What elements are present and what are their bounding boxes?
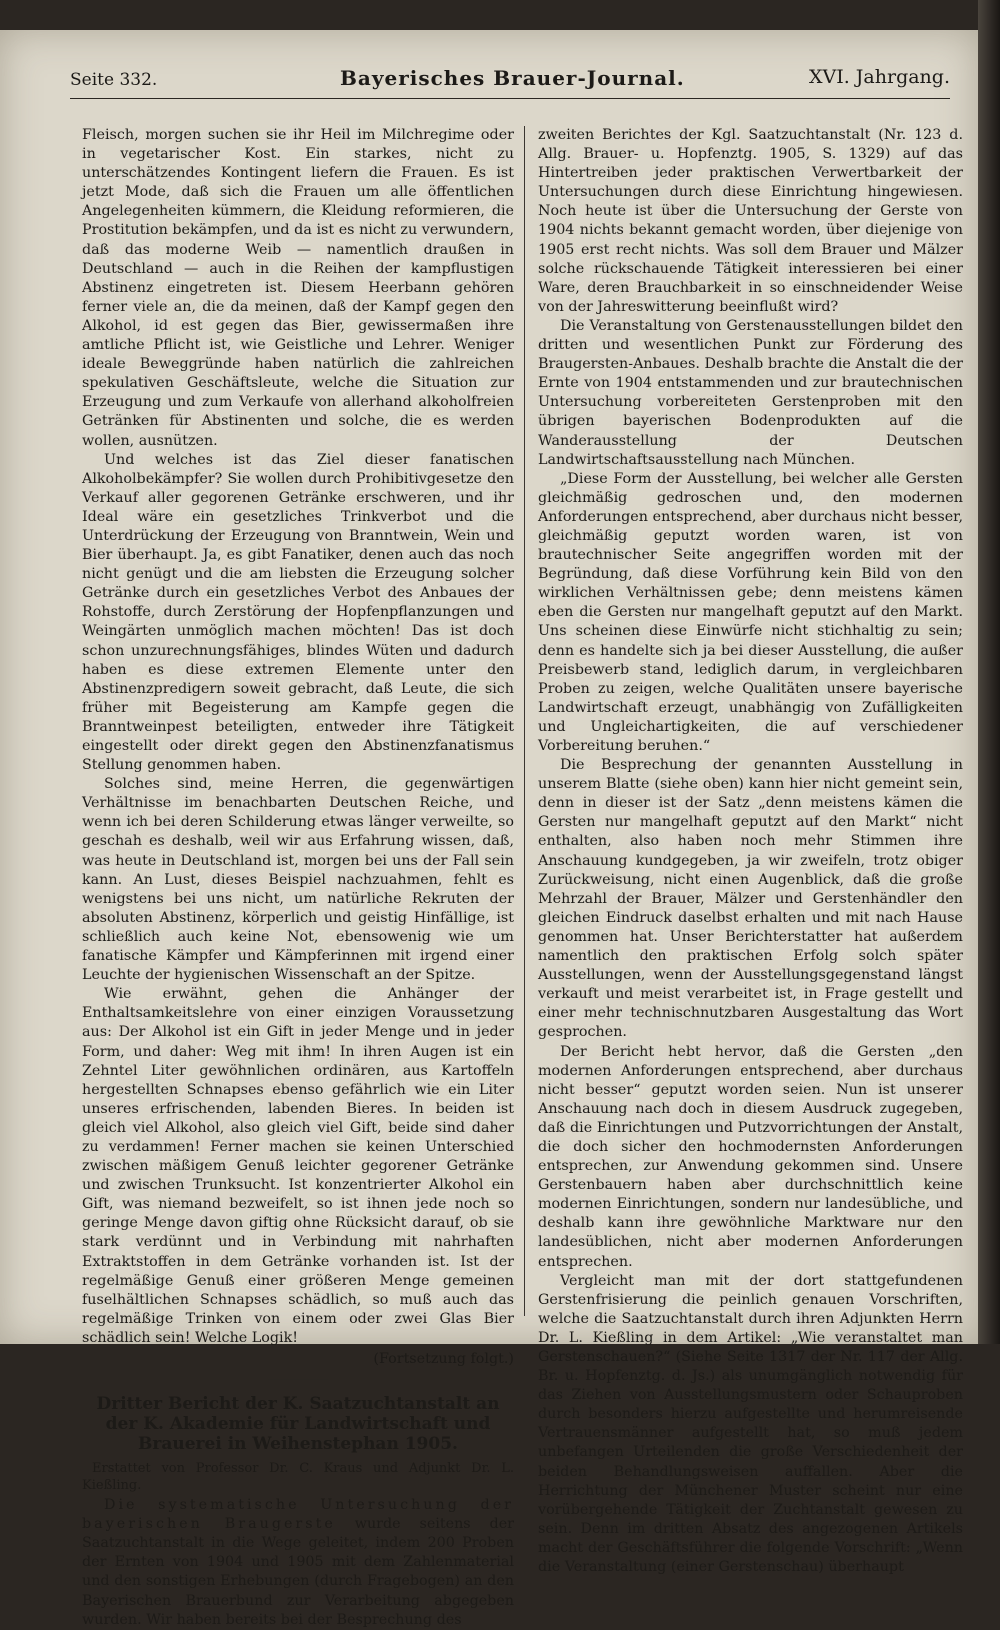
column-divider [524,126,525,1316]
right-paragraph-1: zweiten Berichtes der Kgl. Saatzuchtanstalt (Nr. 123 d. Allg. Brauer- u. Hopfenztg. 1905, S. 1329) auf das Hintertreiben jeder praktischen Verwertbarkeit der Untersuchungen durch diese Einrichtung hingewiesen. Noch heute ist über die Untersuchung der Gerste von 1904 nichts bekannt gemacht worden, über diejenige von 1905 erst recht nichts. Was soll dem Brauer und Mälzer solche rückschauende Tätigkeit interessieren bei einer Ware, deren Brauchbarkeit in so einschneidender Weise von der Jahreswitterung beeinflußt wird? [538,127,963,315]
right-paragraph-6: Vergleicht man mit der dort stattgefundenen Gerstenfrisierung die peinlich genauen Vorschriften, welche die Saatzuchtanstalt durch ihren Adjunkten Herrn Dr. L. Kießling in dem Artikel: „Wie veranstaltet man Gerstenschauen?“ (Siehe Seite 1317 der Nr. 117 der Allg. Br. u. Hopfenztg. d. Js.) als unumgänglich notwendig für das Ziehen von Ausstellungsmustern oder Schauproben durch besonders hierzu aufgestellte und herumreisende Vertrauensmänner aufgestellt hat, so muß jedem unbefangen Urteilenden die große Verschiedenheit der beiden Behandlungsweisen auffallen. Aber die Herrichtung der Münchener Muster scheint nur eine vorübergehende Tätigkeit der Zuchtanstalt gewesen zu sein. Denn im dritten Absatz des angezogenen Artikels macht der Geschäftsführer die folgende Vorschrift: „Wenn die Veranstaltung (einer Gerstenschau) überhaupt [538,1272,963,1576]
left-paragraph-2: Und welches ist das Ziel dieser fanatischen Alkoholbekämpfer? Sie wollen durch Prohibitivgesetze den Verkauf aller gegorenen Getränke erschweren, und ihr Ideal wäre ein gesetzliches Trinkverbot und die Unterdrückung der Erzeugung von Branntwein, Wein und Bier überhaupt. Ja, es gibt Fanatiker, denen auch das noch nicht genügt und die am liebsten die Erzeugung solcher Getränke durch ein gesetzliches Verbot des Anbaues der Rohstoffe, durch Zerstörung der Hopfenpflanzungen und Weingärten unmöglich machen möchten! Das ist doch schon unzurechnungsfähiges, blindes Wüten und dadurch haben es diese extremen Elemente unter den Abstinenzpredigern soweit gebracht, daß Leute, die sich früher mit Begeisterung am Kampfe gegen die Branntweinpest beteiligten, entweder ihre Tätigkeit eingestellt oder direkt gegen den Abstinenzfanatismus Stellung genommen haben. [82,451,514,774]
article-intro-lead: Die systematische Untersuchung der bayerischen Braugerste [82,1497,514,1533]
left-paragraph-1: Fleisch, morgen suchen sie ihr Heil im Milchregime oder in vegetarischer Kost. Ein starkes, nicht zu unterschätzendes Kontingent liefern die Frauen. Es ist jetzt Mode, daß sich die Frauen um alle öffentlichen Angelegenheiten kümmern, die Kleidung reformieren, die Prostitution bekämpfen, und da ist es nicht zu verwundern, daß das moderne Weib — namentlich draußen in Deutschland — auch in die Reihen der kampflustigen Abstinenz eingetreten ist. Diesem Heerbann gehören ferner viele an, die da meinen, daß der Kampf gegen den Alkohol, id est gegen das Bier, gewissermaßen ihre amtliche Pflicht ist, wie Geistliche und Lehrer. Weniger ideale Beweggründe haben natürlich die zahlreichen spekulativen Geschäftsleute, welche die Situation zur Erzeugung und zum Verkaufe von allerhand alkoholfreien Getränken für Abstinenten und solche, die es werden wollen, ausnützen. [82,127,514,449]
continuation-note: (Fortsetzung folgt.) [373,1351,514,1367]
right-paragraph-3: „Diese Form der Ausstellung, bei welcher alle Gersten gleichmäßig gedroschen und, den modernen Anforderungen entsprechend, aber durchaus nicht besser, gleichmäßig geputzt worden waren, ist von brautechnischer Seite angegriffen worden mit der Begründung, daß diese Vorführung kein Bild von den wirklichen Verhältnissen gebe; denn meistens kämen eben die Gersten nur mangelhaft geputzt auf den Markt. Uns scheinen diese Einwürfe nicht stichhaltig zu sein; denn es handelte sich ja bei dieser Ausstellung, die außer Preisbewerb stand, lediglich darum, in vergleichbaren Proben zu zeigen, welche Qualitäten unsere bayerische Landwirtschaft erzeugt, unabhängig von Zufälligkeiten und Ungleichartigkeiten, die auf verschiedener Vorbereitung beruhen.“ [538,470,963,754]
article-intro [82,1496,514,1630]
right-paragraph-2: Die Veranstaltung von Gerstenausstellungen bildet den dritten und wesentlichen Punkt zur Förderung des Braugersten-Anbaues. Deshalb brachte die Anstalt die der Ernte von 1904 entstammenden und zur brautechnischen Untersuchung vorbereiteten Gerstenproben mit den übrigen bayerischen Bodenprodukten auf die Wanderausstellung der Deutschen Landwirtschaftsausstellung nach München. [538,317,963,468]
page-number: Seite 332. [70,70,158,90]
volume-label: XVI. Jahrgang. [808,66,950,88]
section-divider [268,1379,328,1380]
article-intro-rest: wurde seitens der Saatzuchtanstalt in die Wege geleitet, indem 200 Proben der Ernten von 1904 und 1905 mit dem Zahlenmaterial und den sonstigen Erhebungen (durch Fragebogen) an den Bayerischen Brauerbund zur Verarbeitung abgegeben wurden. Wir haben bereits bei der Besprechung des [82,1516,514,1628]
page-header [70,62,950,102]
left-column [82,126,514,1628]
journal-title: Bayerisches Brauer-Journal. [340,66,685,90]
left-paragraph-4: Wie erwähnt, gehen die Anhänger der Enthaltsamkeitslehre von einer einzigen Voraussetzung aus: Der Alkohol ist ein Gift in jeder Menge und in jeder Form, und daher: Weg mit ihm! In ihren Augen ist ein Zehntel Liter gewöhnlichen ordinären, aus Kartoffeln hergestellten Schnapses ebenso gefährlich wie ein Liter unseres erfrischenden, labenden Bieres. In beiden ist gleich viel Alkohol, also gleich viel Gift, beide sind daher zu verdammen! Ferner machen sie keinen Unterschied zwischen mäßigem Genuß leichter gegorener Getränke und zwischen Trunksucht. Ist konzentrierter Alkohol ein Gift, was niemand bezweifelt, so ist ihnen jede noch so geringe Menge davon giftig ohne Rücksicht darauf, ob sie stark verdünnt und in Verbindung mit nahrhaften Extraktstoffen in dem Getränke vorhanden ist. Ist der regelmäßige Genuß einer größeren Menge gemeinen fuselhältlichen Schnapses schädlich, so muß auch das regelmäßige Trinken von einem oder zwei Glas Bier schädlich sein! Welche Logik! [82,986,514,1346]
right-paragraph-4: Die Besprechung der genannten Ausstellung in unserem Blatte (siehe oben) kann hier nicht gemeint sein, denn in dieser ist der Satz „denn meistens kämen die Gersten nur mangelhaft geputzt auf den Markt“ nicht enthalten, also haben noch mehr Stimmen ihre Anschauung kundgegeben, ja wir zweifeln, trotz obiger Zurückweisung, nicht einen Augenblick, daß die große Mehrzahl der Brauer, Mälzer und Gerstenhändler den gleichen Eindruck daselbst erhalten und mit nach Hause genommen hat. Unser Berichterstatter hat außerdem namentlich den praktischen Erfolg solch später Ausstellungen, wenn der Ausstellungsgegenstand längst verkauft und meist verarbeitet ist, in Frage gestellt und einer mehr technischnutzbaren Ausgestaltung das Wort gesprochen. [538,757,963,1041]
left-paragraph-3: Solches sind, meine Herren, die gegenwärtigen Verhältnisse im benachbarten Deutschen Reiche, und wenn ich bei deren Schilderung etwas länger verweilte, so geschah es deshalb, weil wir aus Erfahrung wissen, daß, was heute in Deutschland ist, morgen bei uns der Fall sein kann. An Lust, dieses Beispiel nachzuahmen, fehlt es wenigstens bei uns nicht, um natürliche Rekruten der absoluten Abstinenz, körperlich und geistig Hinfällige, ist schließlich auch keine Not, ebensowenig wie um fanatische Kämpfer und Kämpferinnen mit irgend einer Leuchte der hygienischen Wissenschaft an der Spitze. [82,776,514,984]
article-byline: Erstattet von Professor Dr. C. Kraus und Adjunkt Dr. L. Kießling. [82,1461,514,1494]
page-edge [978,0,1000,1344]
newspaper-page [0,30,978,1628]
right-column [538,126,963,1576]
right-paragraph-5: Der Bericht hebt hervor, daß die Gersten „den modernen Anforderungen entsprechend, aber durchaus nicht besser“ geputzt worden seien. Nun ist unserer Anschauung nach doch in diesem Ausdruck zugegeben, daß die Einrichtungen und Putzvorrichtungen der Anstalt, die doch sicher den hochmodernsten Anforderungen entsprechen, zur Anwendung gekommen sind. Unsere Gerstenbauern haben aber durchschnittlich keine modernen Einrichtungen, sondern nur landesübliche, und deshalb kann ihre gewöhnliche Marktware nur den landesüblichen, nicht aber modernen Anforderungen entsprechen. [538,1043,963,1270]
header-rule [70,98,950,99]
article-title: Dritter Bericht der K. Saatzuchtanstalt an der K. Akademie für Landwirtschaft und Brauerei in Weihenstephan 1905. [96,1394,500,1455]
